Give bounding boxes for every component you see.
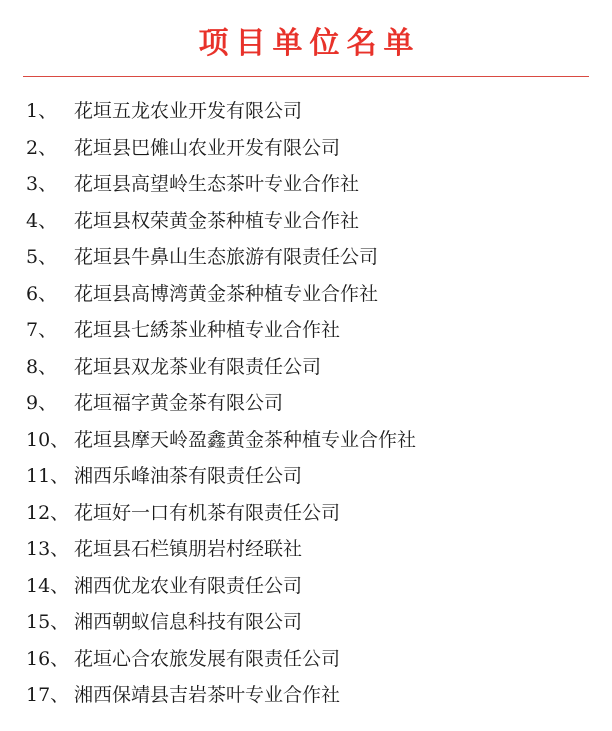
list-item-number: 11、	[26, 465, 70, 487]
list-item-name: 花垣县巴傩山农业开发有限公司	[74, 136, 341, 159]
list-item-name: 花垣县双龙茶业有限责任公司	[74, 355, 322, 378]
list-item-number: 12、	[26, 501, 70, 524]
list-item-name: 花垣福字黄金茶有限公司	[74, 392, 284, 414]
page-title: 项目单位名单	[198, 26, 421, 61]
list-item	[0, 568, 612, 605]
list-item-name: 花垣好一口有机茶有限责任公司	[74, 501, 341, 524]
list-item-number: 14、	[26, 574, 70, 597]
list-item	[0, 166, 612, 203]
list-item-number: 10、	[26, 428, 70, 451]
list-item-name: 花垣县石栏镇朋岩村经联社	[74, 538, 303, 560]
list-item	[0, 641, 612, 678]
list-item	[0, 130, 612, 167]
list-item	[0, 458, 612, 495]
list-item	[0, 495, 612, 532]
list-item-name: 花垣县高博湾黄金茶种植专业合作社	[74, 282, 379, 305]
list-item-name: 花垣县权荣黄金茶种植专业合作社	[74, 209, 360, 232]
list-item	[0, 203, 612, 240]
list-item-name: 湘西优龙农业有限责任公司	[74, 574, 303, 597]
list-item	[0, 604, 612, 641]
list-item-name: 花垣五龙农业开发有限公司	[74, 100, 303, 122]
list-item	[0, 385, 612, 422]
list-item-name: 花垣心合农旅发展有限责任公司	[74, 647, 341, 670]
list-item-number: 13、	[26, 538, 70, 560]
list-item	[0, 276, 612, 313]
unit-list	[0, 77, 612, 714]
list-item	[0, 312, 612, 349]
list-item-number: 7、	[26, 319, 58, 341]
list-item-number: 8、	[26, 355, 58, 378]
list-item	[0, 349, 612, 386]
list-item-number: 9、	[26, 392, 58, 414]
list-item-name: 花垣县牛鼻山生态旅游有限责任公司	[74, 246, 379, 268]
list-item-number: 6、	[26, 282, 58, 305]
list-item-name: 湘西乐峰油茶有限责任公司	[74, 465, 303, 487]
list-item	[0, 239, 612, 276]
list-item-number: 3、	[26, 173, 58, 195]
list-item-number: 5、	[26, 246, 58, 268]
list-item-name: 花垣县摩天岭盈鑫黄金茶种植专业合作社	[74, 428, 417, 451]
list-item	[0, 677, 612, 714]
list-item-number: 15、	[26, 611, 70, 633]
list-item-number: 2、	[26, 136, 58, 159]
list-item-name: 花垣县高望岭生态茶叶专业合作社	[74, 173, 360, 195]
list-item-name: 花垣县七綉茶业种植专业合作社	[74, 319, 341, 341]
list-item	[0, 422, 612, 459]
list-item-name: 湘西保靖县吉岩茶叶专业合作社	[74, 684, 341, 706]
list-item-number: 1、	[26, 100, 58, 122]
list-item-name: 湘西朝蚁信息科技有限公司	[74, 611, 303, 633]
list-item-number: 16、	[26, 647, 70, 670]
list-item	[0, 531, 612, 568]
list-item-number: 17、	[26, 684, 70, 706]
list-item	[0, 93, 612, 130]
list-item-number: 4、	[26, 209, 58, 232]
